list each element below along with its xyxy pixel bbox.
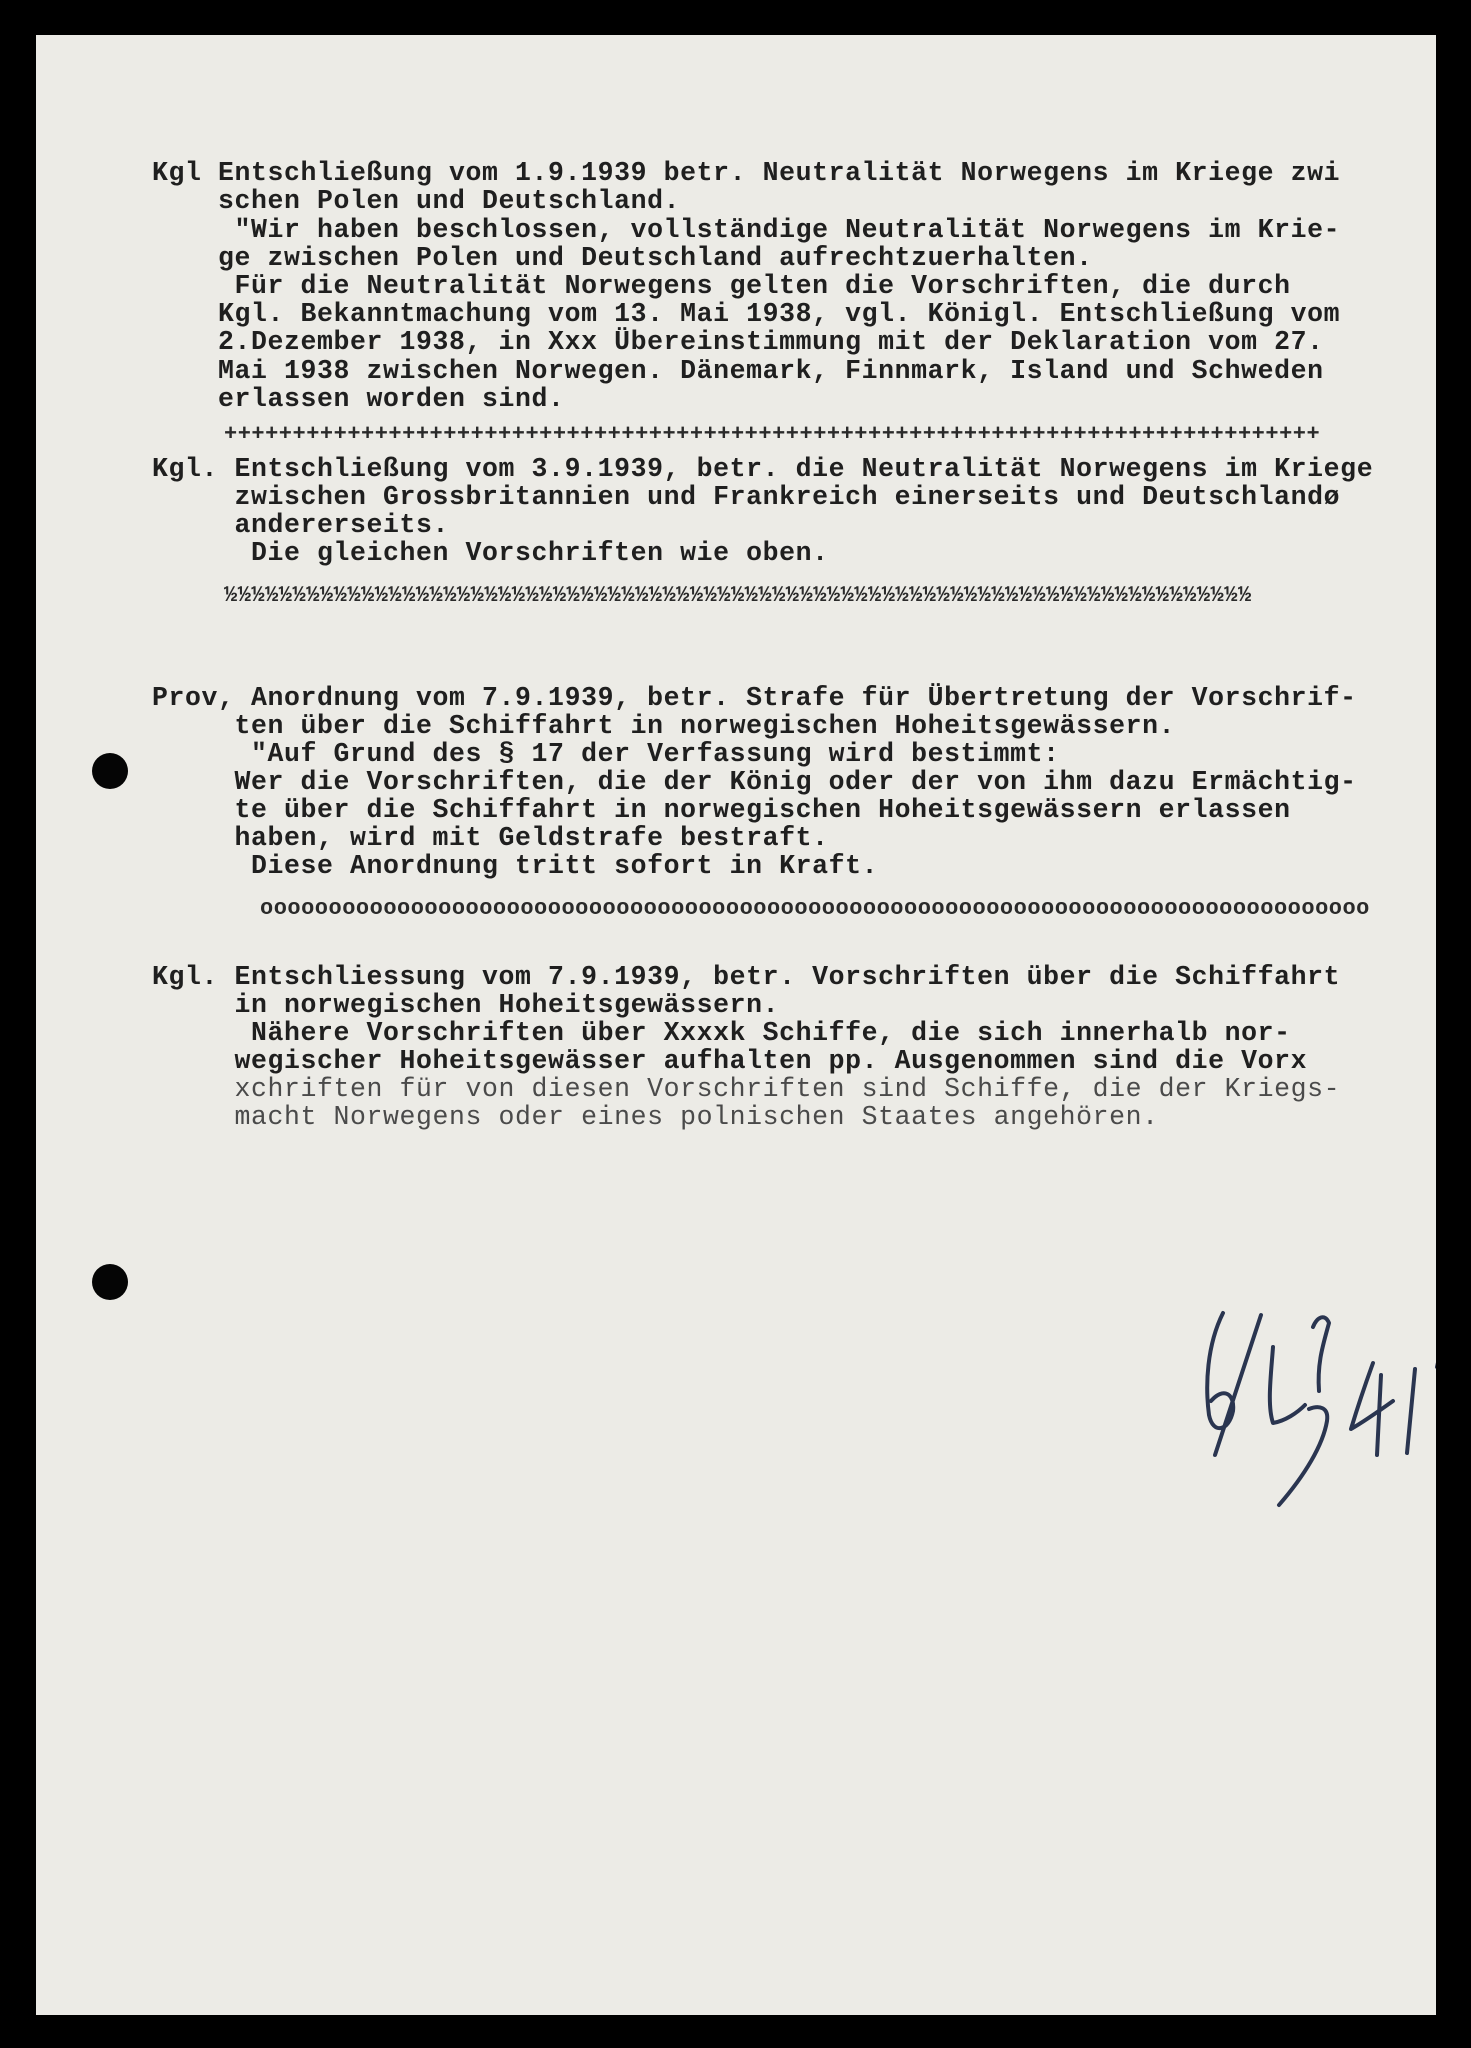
handwritten-signature [1201, 1305, 1436, 1545]
entry-3-line-2: ten über die Schiffahrt in norwegischen Hoheitsgewässern. [152, 711, 1176, 741]
entry-2-line-4: Die gleichen Vorschriften wie oben. [152, 538, 829, 568]
punch-hole-upper [92, 753, 128, 789]
entry-2-line-1: Kgl. Entschließung vom 3.9.1939, betr. die Neutralität Norwegens im Kriege [152, 454, 1374, 484]
separator-circles: ooooooooooooooooooooooooooooooooooooooooooooooooooooooooooooooooooooooooooooooooo [260, 896, 1370, 921]
entry-2-line-2: zwischen Grossbritannien und Frankreich einerseits und Deutschlandø [152, 482, 1341, 512]
entry-1-line-2: schen Polen und Deutschland. [152, 186, 681, 216]
entry-1-line-4: ge zwischen Polen und Deutschland aufrechtzuerhalten. [152, 243, 1093, 273]
entry-1-line-6: Kgl. Bekanntmachung vom 13. Mai 1938, vgl. Königl. Entschließung vom [152, 299, 1341, 329]
entry-2-line-3: andererseits. [152, 510, 450, 540]
entry-3-line-4: Wer die Vorschriften, die der König oder der von ihm dazu Ermächtig- [152, 767, 1357, 797]
separator-plus: ++++++++++++++++++++++++++++++++++++++++++++++++++++++++++++++++++++++++++++++++ [224, 422, 1321, 447]
entry-4-line-4: wegischer Hoheitsgewässer aufhalten pp. Ausgenommen sind die Vorx [152, 1046, 1308, 1076]
entry-1-line-5: Für die Neutralität Norwegens gelten die Vorschriften, die durch [152, 271, 1291, 301]
entry-4-line-3: Nähere Vorschriften über Xxxxk Schiffe, die sich innerhalb nor- [152, 1018, 1291, 1048]
entry-3-line-6: haben, wird mit Geldstrafe bestraft. [152, 823, 829, 853]
entry-3-line-7: Diese Anordnung tritt sofort in Kraft. [152, 851, 879, 881]
entry-3-line-3: "Auf Grund des § 17 der Verfassung wird bestimmt: [152, 739, 1060, 769]
entry-1-line-3: "Wir haben beschlossen, vollständige Neutralität Norwegens im Krie- [152, 215, 1341, 245]
entry-1-line-1: Kgl Entschließung vom 1.9.1939 betr. Neutralität Norwegens im Kriege zwi [152, 158, 1341, 188]
entry-1-line-7: 2.Dezember 1938, in Xxx Übereinstimmung mit der Deklaration vom 27. [152, 327, 1324, 357]
document-page [36, 35, 1436, 2015]
entry-1-line-9: erlassen worden sind. [152, 384, 565, 414]
entry-4-line-5: xchriften für von diesen Vorschriften sind Schiffe, die der Kriegs- [152, 1074, 1341, 1104]
entry-4-line-1: Kgl. Entschliessung vom 7.9.1939, betr. Vorschriften über die Schiffahrt [152, 962, 1341, 992]
entry-3-line-5: te über die Schiffahrt in norwegischen Hoheitsgewässern erlassen [152, 795, 1291, 825]
entry-4-line-2: in norwegischen Hoheitsgewässern. [152, 990, 780, 1020]
entry-4-line-6: macht Norwegens oder eines polnischen Staates angehören. [152, 1102, 1159, 1132]
entry-1-line-8: Mai 1938 zwischen Norwegen. Dänemark, Finnmark, Island und Schweden [152, 356, 1324, 386]
separator-halves: ½½½½½½½½½½½½½½½½½½½½½½½½½½½½½½½½½½½½½½½½½½½½½½½½½½½½½½½½½½½½½½½½½½½½½½½½½½½ [224, 583, 1252, 608]
punch-hole-lower [92, 1264, 128, 1300]
entry-3-line-1: Prov, Anordnung vom 7.9.1939, betr. Strafe für Übertretung der Vorschrif- [152, 683, 1357, 713]
